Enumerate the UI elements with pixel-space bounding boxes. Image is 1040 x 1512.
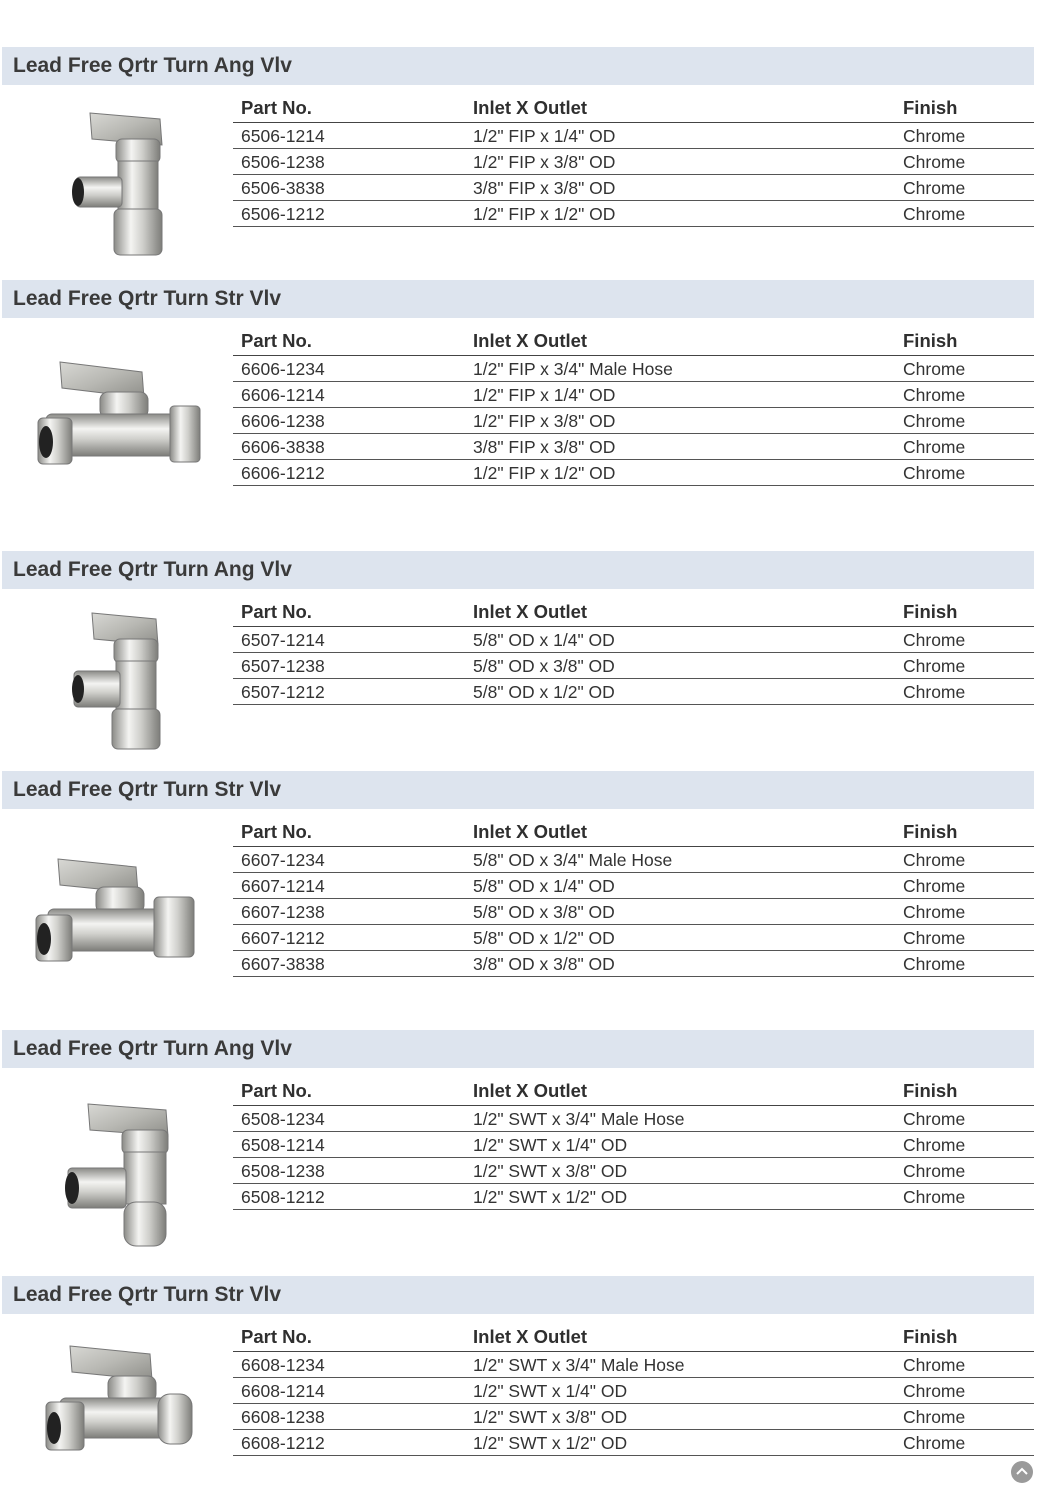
parts-table (233, 1324, 1034, 1456)
inlet-outlet: 1/2" SWT x 3/8" OD (473, 1161, 628, 1181)
finish: Chrome (903, 902, 966, 922)
part-number: 6606-1214 (241, 385, 325, 405)
inlet-outlet: 3/8" OD x 3/8" OD (473, 954, 615, 974)
parts-table (233, 328, 1034, 486)
header-part-no: Part No. (241, 330, 312, 351)
table-row (233, 356, 1034, 382)
inlet-outlet: 1/2" FIP x 3/8" OD (473, 411, 616, 431)
part-number: 6508-1238 (241, 1161, 325, 1181)
inlet-outlet: 1/2" FIP x 1/4" OD (473, 385, 616, 405)
part-number: 6607-1238 (241, 902, 325, 922)
table-row (233, 627, 1034, 653)
inlet-outlet: 5/8" OD x 1/2" OD (473, 928, 615, 948)
angle-valve-fip-image (30, 105, 210, 265)
inlet-outlet: 5/8" OD x 3/8" OD (473, 656, 615, 676)
section-header-band (2, 1030, 1034, 1068)
table-row (233, 679, 1034, 705)
inlet-outlet: 5/8" OD x 3/8" OD (473, 902, 615, 922)
inlet-outlet: 5/8" OD x 1/4" OD (473, 630, 615, 650)
finish: Chrome (903, 1135, 966, 1155)
table-row (233, 408, 1034, 434)
header-inlet-outlet: Inlet X Outlet (473, 821, 588, 842)
finish: Chrome (903, 1433, 966, 1453)
table-row (233, 925, 1034, 951)
inlet-outlet: 1/2" SWT x 3/8" OD (473, 1407, 628, 1427)
table-row (233, 123, 1034, 149)
section-header-band (2, 1276, 1034, 1314)
table-header-row (233, 599, 1034, 627)
finish: Chrome (903, 126, 966, 146)
header-part-no: Part No. (241, 601, 312, 622)
section-title: Lead Free Qrtr Turn Ang Vlv (13, 558, 292, 581)
part-number: 6506-1212 (241, 204, 325, 224)
part-number: 6608-1214 (241, 1381, 325, 1401)
finish: Chrome (903, 385, 966, 405)
inlet-outlet: 1/2" FIP x 3/4" Male Hose (473, 359, 673, 379)
part-number: 6507-1238 (241, 656, 325, 676)
part-number: 6507-1214 (241, 630, 325, 650)
inlet-outlet: 1/2" FIP x 1/2" OD (473, 204, 616, 224)
section-header-band (2, 551, 1034, 589)
finish: Chrome (903, 437, 966, 457)
header-inlet-outlet: Inlet X Outlet (473, 97, 588, 118)
part-number: 6508-1214 (241, 1135, 325, 1155)
finish: Chrome (903, 1161, 966, 1181)
finish: Chrome (903, 876, 966, 896)
header-finish: Finish (903, 1080, 958, 1101)
table-row (233, 899, 1034, 925)
inlet-outlet: 5/8" OD x 3/4" Male Hose (473, 850, 673, 870)
parts-table (233, 95, 1034, 227)
header-inlet-outlet: Inlet X Outlet (473, 330, 588, 351)
header-part-no: Part No. (241, 1080, 312, 1101)
inlet-outlet: 1/2" SWT x 1/2" OD (473, 1187, 628, 1207)
inlet-outlet: 1/2" SWT x 1/4" OD (473, 1135, 628, 1155)
inlet-outlet: 5/8" OD x 1/4" OD (473, 876, 615, 896)
straight-valve-swt-image (30, 1336, 210, 1496)
table-row (233, 382, 1034, 408)
section-title: Lead Free Qrtr Turn Ang Vlv (13, 1037, 292, 1060)
table-row (233, 653, 1034, 679)
inlet-outlet: 1/2" SWT x 3/4" Male Hose (473, 1109, 685, 1129)
inlet-outlet: 1/2" FIP x 1/4" OD (473, 126, 616, 146)
inlet-outlet: 5/8" OD x 1/2" OD (473, 682, 615, 702)
table-row (233, 201, 1034, 227)
section-header-band (2, 280, 1034, 318)
part-number: 6607-3838 (241, 954, 325, 974)
header-part-no: Part No. (241, 1326, 312, 1347)
part-number: 6608-1212 (241, 1433, 325, 1453)
finish: Chrome (903, 1407, 966, 1427)
section-title: Lead Free Qrtr Turn Str Vlv (13, 778, 282, 801)
finish: Chrome (903, 1381, 966, 1401)
straight-valve-od-image (30, 847, 210, 1007)
table-row (233, 1106, 1034, 1132)
table-row (233, 460, 1034, 486)
scroll-to-top-button[interactable] (1011, 1461, 1033, 1483)
section-header-band (2, 771, 1034, 809)
finish: Chrome (903, 204, 966, 224)
section-title: Lead Free Qrtr Turn Ang Vlv (13, 54, 292, 77)
table-header-row (233, 328, 1034, 356)
table-header-row (233, 1078, 1034, 1106)
table-row (233, 1430, 1034, 1456)
table-row (233, 175, 1034, 201)
header-finish: Finish (903, 97, 958, 118)
section-title: Lead Free Qrtr Turn Str Vlv (13, 1283, 282, 1306)
angle-valve-swt-image (30, 1096, 210, 1256)
section-title: Lead Free Qrtr Turn Str Vlv (13, 287, 282, 310)
inlet-outlet: 3/8" FIP x 3/8" OD (473, 178, 616, 198)
table-row (233, 1132, 1034, 1158)
header-inlet-outlet: Inlet X Outlet (473, 601, 588, 622)
part-number: 6607-1214 (241, 876, 325, 896)
table-row (233, 951, 1034, 977)
part-number: 6606-1238 (241, 411, 325, 431)
header-inlet-outlet: Inlet X Outlet (473, 1326, 588, 1347)
finish: Chrome (903, 411, 966, 431)
part-number: 6606-1212 (241, 463, 325, 483)
table-row (233, 1378, 1034, 1404)
part-number: 6608-1238 (241, 1407, 325, 1427)
table-row (233, 1352, 1034, 1378)
part-number: 6606-3838 (241, 437, 325, 457)
parts-table (233, 599, 1034, 705)
finish: Chrome (903, 850, 966, 870)
part-number: 6506-1214 (241, 126, 325, 146)
part-number: 6507-1212 (241, 682, 325, 702)
finish: Chrome (903, 178, 966, 198)
finish: Chrome (903, 463, 966, 483)
header-part-no: Part No. (241, 821, 312, 842)
finish: Chrome (903, 1187, 966, 1207)
part-number: 6508-1212 (241, 1187, 325, 1207)
inlet-outlet: 1/2" SWT x 3/4" Male Hose (473, 1355, 685, 1375)
inlet-outlet: 1/2" SWT x 1/2" OD (473, 1433, 628, 1453)
part-number: 6608-1234 (241, 1355, 325, 1375)
header-finish: Finish (903, 1326, 958, 1347)
finish: Chrome (903, 630, 966, 650)
table-row (233, 1158, 1034, 1184)
header-finish: Finish (903, 330, 958, 351)
table-row (233, 847, 1034, 873)
parts-table (233, 819, 1034, 977)
finish: Chrome (903, 359, 966, 379)
header-finish: Finish (903, 821, 958, 842)
angle-valve-od-image (30, 605, 210, 765)
table-row (233, 1404, 1034, 1430)
table-header-row (233, 95, 1034, 123)
part-number: 6508-1234 (241, 1109, 325, 1129)
inlet-outlet: 3/8" FIP x 3/8" OD (473, 437, 616, 457)
finish: Chrome (903, 928, 966, 948)
part-number: 6506-1238 (241, 152, 325, 172)
table-row (233, 873, 1034, 899)
part-number: 6607-1212 (241, 928, 325, 948)
header-inlet-outlet: Inlet X Outlet (473, 1080, 588, 1101)
inlet-outlet: 1/2" FIP x 1/2" OD (473, 463, 616, 483)
finish: Chrome (903, 954, 966, 974)
part-number: 6607-1234 (241, 850, 325, 870)
header-part-no: Part No. (241, 97, 312, 118)
section-header-band (2, 47, 1034, 85)
table-row (233, 149, 1034, 175)
header-finish: Finish (903, 601, 958, 622)
finish: Chrome (903, 1109, 966, 1129)
inlet-outlet: 1/2" FIP x 3/8" OD (473, 152, 616, 172)
finish: Chrome (903, 682, 966, 702)
table-header-row (233, 819, 1034, 847)
part-number: 6506-3838 (241, 178, 325, 198)
finish: Chrome (903, 152, 966, 172)
table-row (233, 1184, 1034, 1210)
table-header-row (233, 1324, 1034, 1352)
straight-valve-fip-image (30, 352, 210, 512)
table-row (233, 434, 1034, 460)
chevron-up-icon (1011, 1461, 1033, 1483)
parts-table (233, 1078, 1034, 1210)
finish: Chrome (903, 1355, 966, 1375)
finish: Chrome (903, 656, 966, 676)
inlet-outlet: 1/2" SWT x 1/4" OD (473, 1381, 628, 1401)
part-number: 6606-1234 (241, 359, 325, 379)
